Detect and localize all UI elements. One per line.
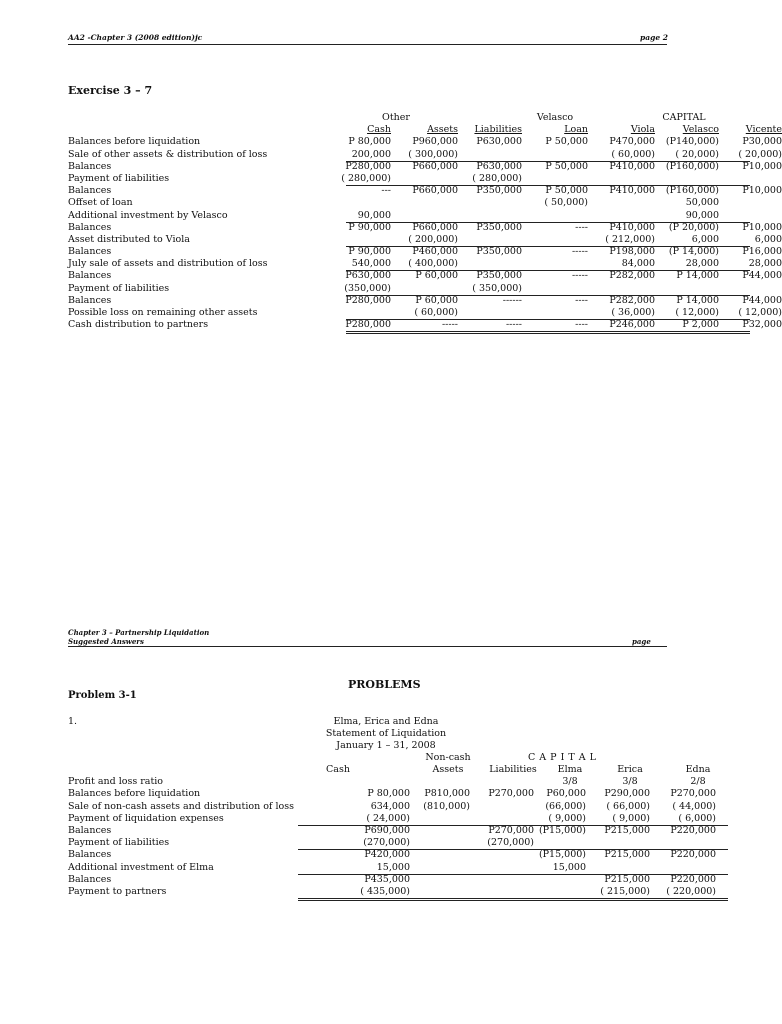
table-cell: (270,000) — [363, 837, 410, 849]
table-cell: P280,000 — [345, 319, 391, 331]
footer-rule — [68, 646, 667, 647]
table-cell: ---- — [575, 319, 588, 331]
header-rule — [68, 44, 667, 45]
table-cell: ( 50,000) — [544, 197, 588, 209]
subtotal-rule — [346, 270, 750, 271]
problem-col-header: Assets — [432, 764, 464, 775]
table-cell: P420,000 — [364, 849, 410, 861]
col-top-capital: CAPITAL — [662, 112, 706, 123]
table-cell: P215,000 — [604, 873, 650, 885]
row-label: Balances — [68, 824, 112, 836]
table-cell: ( 20,000) — [738, 148, 782, 160]
table-row — [68, 800, 716, 813]
table-cell: ( 220,000) — [666, 885, 716, 897]
table-cell: P810,000 — [424, 788, 470, 800]
table-cell: (P160,000) — [665, 160, 719, 172]
table-cell: P282,000 — [609, 270, 655, 282]
statement-title-period: January 1 – 31, 2008 — [336, 740, 436, 751]
table-cell: ------ — [502, 294, 522, 306]
table-cell: 50,000 — [685, 197, 719, 209]
table-cell: P 80,000 — [367, 788, 410, 800]
table-cell: ( 212,000) — [605, 233, 655, 245]
exercise-col-header: Loan — [564, 124, 588, 136]
footer-page: page — [632, 637, 651, 646]
table-cell: ----- — [441, 319, 458, 331]
table-cell: P220,000 — [670, 873, 716, 885]
table-cell: P960,000 — [412, 136, 458, 148]
table-cell: P 2,000 — [682, 319, 719, 331]
table-cell: P690,000 — [364, 824, 410, 836]
table-cell: P290,000 — [604, 788, 650, 800]
statement-title-type: Statement of Liquidation — [325, 728, 447, 739]
table-row — [68, 246, 782, 258]
table-cell: P44,000 — [742, 294, 782, 306]
table-cell: ( 400,000) — [408, 258, 458, 270]
table-cell: 15,000 — [552, 861, 586, 873]
table-cell: ( 280,000) — [472, 172, 522, 184]
row-label: Balances — [68, 221, 112, 233]
table-row — [68, 185, 782, 197]
table-cell: P280,000 — [345, 294, 391, 306]
subtotal-rule — [346, 222, 750, 223]
table-row — [68, 307, 782, 319]
table-cell: P 50,000 — [545, 136, 588, 148]
table-cell: P 60,000 — [415, 270, 458, 282]
total-double-rule — [346, 331, 750, 334]
table-cell: P 14,000 — [676, 294, 719, 306]
problem-item-number: 1. — [68, 716, 78, 727]
statement-title-names: Elma, Erica and Edna — [333, 716, 439, 727]
table-cell: ( 435,000) — [360, 885, 410, 897]
table-cell: ----- — [571, 270, 588, 282]
subtotal-rule — [346, 319, 750, 320]
row-label: Balances — [68, 873, 112, 885]
table-row — [68, 270, 782, 282]
table-cell: P410,000 — [609, 160, 655, 172]
table-row — [68, 824, 716, 837]
exercise-col-header: Velasco — [682, 124, 719, 136]
table-row — [68, 837, 668, 849]
table-row — [68, 197, 719, 209]
table-cell: P215,000 — [604, 824, 650, 836]
table-cell: P 14,000 — [676, 270, 719, 282]
table-cell: P32,000 — [742, 319, 782, 331]
table-cell: ( 200,000) — [408, 233, 458, 245]
table-cell: (P 20,000) — [668, 221, 719, 233]
table-row — [68, 283, 682, 295]
table-cell: 28,000 — [685, 258, 719, 270]
subtotal-rule — [298, 849, 728, 850]
row-label: Balances — [68, 160, 112, 172]
table-cell: 6,000 — [754, 233, 782, 245]
row-label: Additional investment by Velasco — [68, 209, 228, 221]
table-cell: P350,000 — [476, 270, 522, 282]
table-cell: P460,000 — [412, 246, 458, 258]
table-cell: ( 24,000) — [366, 812, 410, 824]
table-row — [68, 319, 782, 331]
exercise-col-header: Liabilities — [474, 124, 522, 136]
row-label: Balances — [68, 294, 112, 306]
table-row — [68, 233, 782, 246]
table-cell: 90,000 — [685, 209, 719, 221]
table-cell: ( 36,000) — [611, 307, 655, 318]
table-cell: ( 60,000) — [611, 148, 655, 160]
table-cell: P470,000 — [609, 136, 655, 148]
table-row — [68, 136, 782, 148]
table-cell: P 50,000 — [545, 185, 588, 197]
table-cell: P44,000 — [742, 270, 782, 282]
row-label: Offset of loan — [68, 197, 133, 209]
table-cell: ( 9,000) — [548, 812, 586, 824]
table-cell: P270,000 — [488, 788, 534, 800]
col-top-noncash: Non-cash — [425, 752, 471, 763]
row-label: Possible loss on remaining other assets — [68, 307, 258, 318]
row-label: Payment of liabilities — [68, 172, 170, 184]
table-row — [68, 776, 706, 788]
table-row — [68, 788, 716, 800]
total-double-rule — [298, 898, 728, 901]
row-label: Payment of liquidation expenses — [68, 812, 224, 824]
problem-col-header: Liabilities — [489, 764, 537, 775]
subtotal-rule — [346, 161, 750, 162]
table-cell: ( 300,000) — [408, 148, 458, 160]
col-top-assets: Other — [382, 112, 410, 123]
problem-title: Problem 3-1 — [68, 690, 137, 701]
table-cell: P660,000 — [412, 160, 458, 172]
page-header-number: page 2 — [640, 33, 668, 42]
table-cell: ---- — [575, 294, 588, 306]
table-cell: 540,000 — [351, 258, 391, 270]
table-cell: P410,000 — [609, 185, 655, 197]
table-cell: ----- — [571, 246, 588, 258]
table-cell: 2/8 — [690, 776, 706, 788]
row-label: July sale of assets and distribution of loss — [68, 258, 268, 270]
table-cell: P630,000 — [345, 270, 391, 282]
table-cell: P16,000 — [742, 246, 782, 258]
exercise-col-header: Vicente — [745, 124, 782, 136]
problem-col-header: Edna — [685, 764, 711, 775]
page-header-title: AA2 -Chapter 3 (2008 edition)jc — [68, 33, 203, 42]
table-cell: P660,000 — [412, 185, 458, 197]
table-cell: P270,000 — [670, 788, 716, 800]
row-label: Payment of liabilities — [68, 837, 170, 849]
subtotal-rule — [346, 246, 750, 247]
exercise-col-top-row — [68, 112, 706, 124]
table-cell: P630,000 — [476, 136, 522, 148]
table-cell: P270,000 — [488, 824, 534, 836]
table-cell: 90,000 — [357, 209, 391, 221]
table-cell: P630,000 — [476, 160, 522, 172]
table-cell: P215,000 — [604, 849, 650, 861]
row-label: Sale of non-cash assets and distribution of loss — [68, 800, 294, 812]
table-cell: ( 350,000) — [472, 282, 522, 294]
exercise-col-header: Cash — [367, 124, 391, 136]
table-cell: ( 280,000) — [341, 172, 391, 184]
exercise-title: Exercise 3 – 7 — [68, 84, 153, 97]
row-label: Balances — [68, 185, 112, 197]
table-row — [68, 812, 716, 825]
table-cell: ( 12,000) — [738, 307, 782, 318]
table-cell: (P160,000) — [665, 185, 719, 197]
table-cell: P280,000 — [345, 160, 391, 172]
table-cell: 6,000 — [691, 233, 719, 245]
table-cell: ( 12,000) — [675, 307, 719, 318]
table-cell: ---- — [575, 221, 588, 233]
table-cell: P246,000 — [609, 319, 655, 331]
row-label: Balances — [68, 246, 112, 258]
table-cell: (270,000) — [487, 837, 534, 849]
row-label: Balances before liquidation — [68, 788, 201, 800]
table-cell: ( 215,000) — [600, 885, 650, 897]
table-cell: P10,000 — [742, 160, 782, 172]
table-cell: ( 44,000) — [672, 800, 716, 812]
table-row — [68, 294, 782, 307]
subtotal-rule — [346, 185, 750, 186]
table-cell: P 60,000 — [415, 294, 458, 306]
col-top-loan: Velasco — [536, 112, 574, 123]
table-row — [68, 258, 782, 270]
row-label: Additional investment of Elma — [68, 861, 214, 873]
table-cell: P220,000 — [670, 824, 716, 836]
table-cell: (P 14,000) — [668, 246, 719, 258]
table-cell: P60,000 — [546, 788, 586, 800]
row-label: Balances before liquidation — [68, 136, 201, 148]
footer-chapter: Chapter 3 – Partnership Liquidation — [68, 628, 210, 637]
table-cell: 200,000 — [351, 148, 391, 160]
table-cell: --- — [381, 185, 391, 197]
table-row — [68, 173, 682, 185]
row-label: Cash distribution to partners — [68, 319, 209, 331]
table-cell: 3/8 — [622, 776, 638, 788]
table-cell: ( 20,000) — [675, 148, 719, 160]
table-cell: 84,000 — [621, 258, 655, 270]
exercise-liquidation-table — [68, 112, 782, 331]
table-cell: P410,000 — [609, 221, 655, 233]
table-cell: P 90,000 — [348, 246, 391, 258]
table-cell: P30,000 — [742, 136, 782, 148]
table-cell: (P140,000) — [665, 136, 719, 148]
table-cell: (P15,000) — [538, 849, 586, 861]
table-cell: ----- — [505, 319, 522, 331]
exercise-col-header-row — [68, 124, 782, 136]
table-row — [68, 148, 782, 161]
row-label: Balances — [68, 270, 112, 282]
table-cell: P 80,000 — [348, 136, 391, 148]
table-row — [68, 885, 716, 898]
table-cell: P198,000 — [609, 246, 655, 258]
table-cell: P435,000 — [364, 873, 410, 885]
problem-col-header: Erica — [617, 764, 643, 775]
exercise-col-header: Assets — [427, 124, 458, 136]
table-cell: P 50,000 — [545, 160, 588, 172]
footer-suggested: Suggested Answers — [68, 637, 144, 646]
table-row — [68, 160, 782, 173]
table-cell: 3/8 — [562, 776, 578, 788]
table-cell: 15,000 — [376, 861, 410, 873]
row-label: Asset distributed to Viola — [68, 233, 190, 245]
table-cell: P220,000 — [670, 849, 716, 861]
table-cell: 634,000 — [370, 800, 410, 812]
table-row — [68, 849, 716, 861]
row-label: Profit and loss ratio — [68, 776, 164, 788]
problem-col-header: Elma — [557, 764, 583, 775]
table-cell: P350,000 — [476, 185, 522, 197]
table-cell: P 90,000 — [348, 221, 391, 233]
table-cell: (350,000) — [344, 282, 391, 294]
table-cell: P350,000 — [476, 221, 522, 233]
table-cell: P282,000 — [609, 294, 655, 306]
subtotal-rule — [298, 825, 728, 826]
subtotal-rule — [346, 295, 750, 296]
subtotal-rule — [298, 874, 728, 875]
table-row — [68, 862, 668, 874]
row-label: Payment to partners — [68, 885, 167, 897]
problem-col-header: Cash — [326, 764, 350, 775]
table-cell: (P15,000) — [538, 824, 586, 836]
table-cell: P10,000 — [742, 221, 782, 233]
table-cell: 28,000 — [748, 258, 782, 270]
exercise-col-header: Viola — [630, 124, 655, 136]
table-cell: ( 66,000) — [606, 800, 650, 812]
problems-heading: PROBLEMS — [348, 678, 421, 691]
table-cell: ( 6,000) — [678, 812, 716, 824]
table-cell: ( 60,000) — [414, 307, 458, 318]
table-cell: ( 9,000) — [612, 812, 650, 824]
table-cell: P350,000 — [476, 246, 522, 258]
exercise-table-body — [68, 136, 782, 331]
row-label: Balances — [68, 849, 112, 861]
table-cell: P660,000 — [412, 221, 458, 233]
row-label: Payment of liabilities — [68, 282, 170, 294]
problem-table-body — [68, 776, 716, 898]
table-cell: (66,000) — [545, 800, 586, 812]
table-row — [68, 873, 716, 886]
table-cell: P10,000 — [742, 185, 782, 197]
problem-col-header-row — [68, 764, 711, 776]
table-row — [68, 209, 719, 222]
capital-header: C A P I T A L — [528, 752, 597, 763]
problem-col-top-row — [68, 752, 668, 764]
table-row — [68, 221, 782, 234]
table-cell: (810,000) — [423, 800, 470, 812]
row-label: Sale of other assets & distribution of loss — [68, 148, 268, 160]
